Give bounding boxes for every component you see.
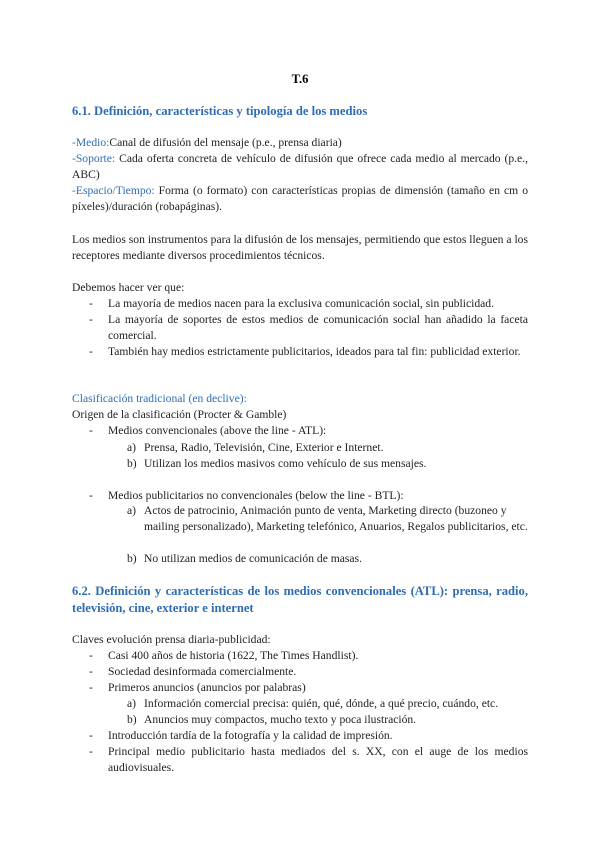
- term-medio: -Medio:: [72, 136, 110, 149]
- list-item-text: Sociedad desinformada comercialmente.: [108, 665, 297, 678]
- intro-claves: Claves evolución prensa diaria-publicidad:: [72, 633, 271, 646]
- sub-item: [108, 712, 528, 728]
- sub-item: [108, 456, 528, 472]
- paragraph-medios: Los medios son instrumentos para la difusión de los mensajes, permitiendo que estos lleguen a los receptores mediante diversos procedimientos técnicos.: [72, 233, 528, 262]
- sub-item-marker: a): [127, 441, 137, 454]
- list-item-text: Casi 400 años de historia (1622, The Times Handlist).: [108, 649, 359, 662]
- bullet-dash: -: [89, 489, 93, 502]
- bullet-dash: -: [89, 313, 93, 326]
- bullet-dash: -: [89, 681, 93, 694]
- list-item: [72, 648, 528, 664]
- section-heading-6-1: 6.1. Definición, características y tipología de los medios: [72, 104, 368, 118]
- sub-item: [108, 551, 528, 567]
- sub-item-text: No utilizan medios de comunicación de masas.: [144, 552, 362, 565]
- classification-heading: Clasificación tradicional (en declive):: [72, 392, 247, 405]
- document-title: T.6: [291, 72, 309, 86]
- bullet-dash: -: [89, 649, 93, 662]
- definition-medio: [72, 135, 528, 151]
- definition-medio-text: Canal de difusión del mensaje (p.e., prensa diaria): [109, 136, 342, 149]
- intro-debemos: Debemos hacer ver que:: [72, 281, 185, 294]
- sub-item: [108, 503, 528, 535]
- list-item: [72, 296, 528, 312]
- list-item-text: También hay medios estrictamente publicitarios, ideados para tal fin: publicidad exterior.: [108, 345, 521, 358]
- sub-item-text: Utilizan los medios masivos como vehículo de sus mensajes.: [144, 457, 427, 470]
- bullet-dash: -: [89, 345, 93, 358]
- definition-espacio-tiempo-text: Forma (o formato) con características propias de dimensión (tamaño en cm o píxeles)/duración (robapáginas).: [72, 184, 528, 213]
- bullet-dash: -: [89, 729, 93, 742]
- list-item: [72, 680, 528, 696]
- section-heading-6-2: 6.2. Definición y características de los medios convencionales (ATL): prensa, radio, televisión, cine, exterior e internet: [72, 584, 528, 615]
- sub-item-marker: b): [127, 552, 137, 565]
- list-item: [72, 728, 528, 744]
- classification-origin: Origen de la clasificación (Procter & Gamble): [72, 408, 287, 421]
- sub-item: [108, 440, 528, 456]
- sub-item-text: Información comercial precisa: quién, qué, dónde, a qué precio, cuándo, etc.: [144, 697, 499, 710]
- sub-item-text: Prensa, Radio, Televisión, Cine, Exterior e Internet.: [144, 441, 384, 454]
- list-item-non-conventional: [72, 488, 528, 504]
- list-item-text: Introducción tardía de la fotografía y la calidad de impresión.: [108, 729, 393, 742]
- list-item: [72, 344, 528, 360]
- list-item-text: Medios publicitarios no convencionales (below the line - BTL):: [108, 489, 404, 502]
- list-item-conventional: [72, 423, 528, 439]
- list-item: [72, 312, 528, 344]
- term-espacio-tiempo: -Espacio/Tiempo:: [72, 184, 155, 197]
- list-item: [72, 744, 528, 776]
- sub-item-marker: b): [127, 713, 137, 726]
- list-item-text: Medios convencionales (above the line - ATL):: [108, 424, 327, 437]
- definition-espacio-tiempo: [72, 183, 528, 215]
- list-item-text: Principal medio publicitario hasta mediados del s. XX, con el auge de los medios audiovisuales.: [108, 745, 528, 774]
- bullet-dash: -: [89, 424, 93, 437]
- sub-item: [108, 696, 528, 712]
- sub-item-text: Anuncios muy compactos, mucho texto y poca ilustración.: [144, 713, 417, 726]
- bullet-dash: -: [89, 665, 93, 678]
- definition-soporte: [72, 151, 528, 183]
- list-item: [72, 664, 528, 680]
- term-soporte: -Soporte:: [72, 152, 116, 165]
- sub-item-marker: a): [127, 504, 137, 517]
- bullet-dash: -: [89, 297, 93, 310]
- definition-soporte-text: Cada oferta concreta de vehículo de difusión que ofrece cada medio al mercado (p.e., ABC): [72, 152, 528, 181]
- bullet-dash: -: [89, 745, 93, 758]
- sub-item-text: Actos de patrocinio, Animación punto de venta, Marketing directo (buzoneo y mailing personalizado), Marketing telefónico, Anuarios, Regalos publicitarios, etc.: [144, 504, 528, 533]
- list-item-text: Primeros anuncios (anuncios por palabras): [108, 681, 306, 694]
- sub-item-marker: b): [127, 457, 137, 470]
- list-item-text: La mayoría de medios nacen para la exclusiva comunicación social, sin publicidad.: [108, 297, 494, 310]
- sub-item-marker: a): [127, 697, 137, 710]
- list-item-text: La mayoría de soportes de estos medios de comunicación social han añadido la faceta comercial.: [108, 313, 528, 342]
